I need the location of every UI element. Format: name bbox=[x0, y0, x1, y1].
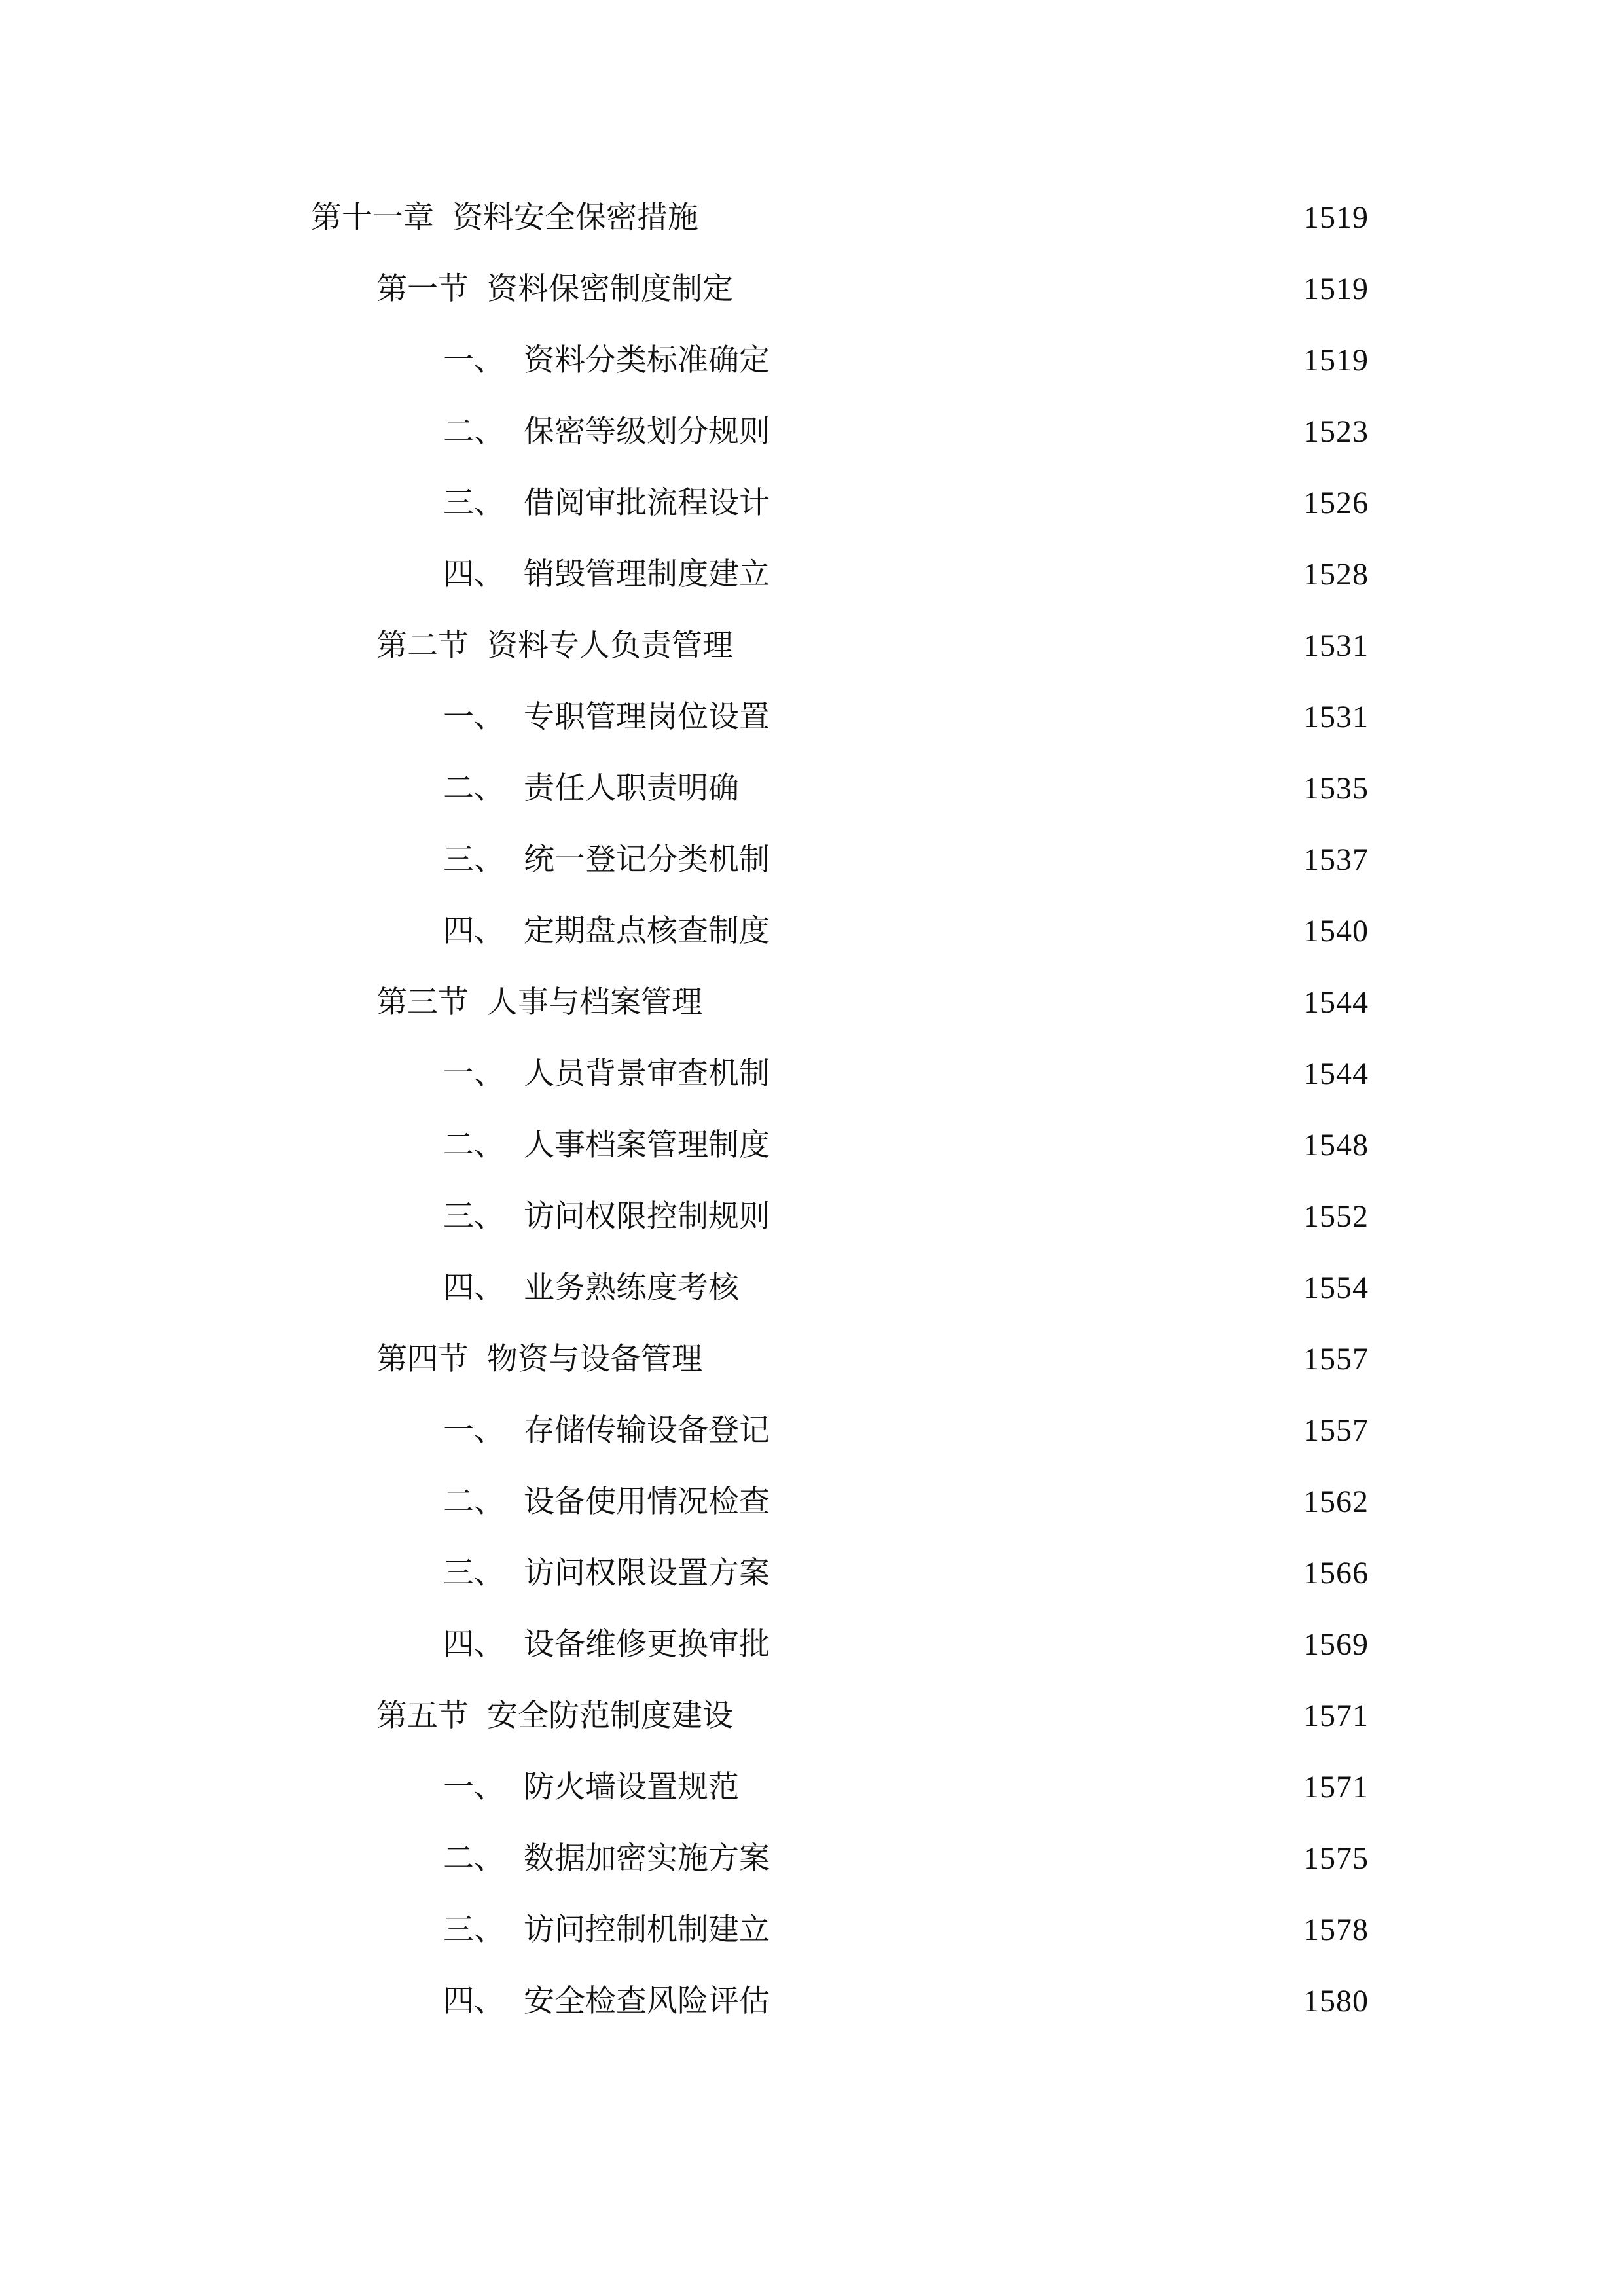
item-title: 人员背景审查机制 bbox=[524, 1056, 770, 1092]
dot-leader bbox=[779, 1476, 1297, 1528]
section-title: 物资与设备管理 bbox=[487, 1341, 702, 1377]
toc-item[interactable] bbox=[443, 477, 1369, 529]
item-title: 责任人职责明确 bbox=[524, 770, 739, 806]
item-title: 人事档案管理制度 bbox=[524, 1127, 770, 1163]
item-number: 四、 bbox=[443, 556, 505, 592]
item-number: 一、 bbox=[443, 1769, 505, 1805]
page-number: 1531 bbox=[1303, 628, 1369, 663]
item-number: 三、 bbox=[443, 485, 505, 521]
dot-leader bbox=[712, 1333, 1297, 1386]
section-number: 第三节 bbox=[376, 984, 469, 1020]
page-number: 1544 bbox=[1303, 1056, 1369, 1091]
toc-item[interactable] bbox=[443, 1405, 1369, 1457]
page-number: 1552 bbox=[1303, 1199, 1369, 1234]
dot-leader bbox=[779, 691, 1297, 744]
item-number: 一、 bbox=[443, 342, 505, 378]
page-number: 1580 bbox=[1303, 1984, 1369, 2018]
page-number: 1519 bbox=[1303, 200, 1369, 235]
page-number: 1562 bbox=[1303, 1484, 1369, 1519]
dot-leader bbox=[748, 1262, 1297, 1314]
page-number: 1531 bbox=[1303, 700, 1369, 734]
page-number: 1575 bbox=[1303, 1841, 1369, 1876]
section-number: 第一节 bbox=[376, 271, 469, 307]
page-number: 1537 bbox=[1303, 842, 1369, 877]
item-title: 专职管理岗位设置 bbox=[524, 699, 770, 735]
toc-item[interactable] bbox=[443, 406, 1369, 458]
item-title: 数据加密实施方案 bbox=[524, 1840, 770, 1876]
page-number: 1535 bbox=[1303, 771, 1369, 806]
item-number: 二、 bbox=[443, 1840, 505, 1876]
page-number: 1523 bbox=[1303, 414, 1369, 449]
toc-item[interactable] bbox=[443, 762, 1369, 815]
section-title: 人事与档案管理 bbox=[487, 984, 702, 1020]
dot-leader bbox=[748, 762, 1297, 815]
dot-leader bbox=[779, 406, 1297, 458]
dot-leader bbox=[742, 620, 1297, 672]
item-title: 访问控制机制建立 bbox=[524, 1912, 770, 1948]
dot-leader bbox=[742, 1690, 1297, 1742]
toc-section[interactable] bbox=[376, 620, 1369, 672]
toc-item[interactable] bbox=[443, 1119, 1369, 1172]
section-title: 资料保密制度制定 bbox=[487, 271, 733, 307]
toc-item[interactable] bbox=[443, 1761, 1369, 1814]
dot-leader bbox=[779, 1405, 1297, 1457]
page-number: 1578 bbox=[1303, 1912, 1369, 1947]
dot-leader bbox=[779, 1619, 1297, 1671]
toc-item[interactable] bbox=[443, 1262, 1369, 1314]
item-number: 四、 bbox=[443, 913, 505, 949]
dot-leader bbox=[779, 548, 1297, 601]
dot-leader bbox=[779, 334, 1297, 387]
dot-leader bbox=[708, 192, 1297, 244]
item-number: 二、 bbox=[443, 1127, 505, 1163]
toc-item[interactable] bbox=[443, 834, 1369, 886]
toc-item[interactable] bbox=[443, 1547, 1369, 1600]
dot-leader bbox=[779, 1119, 1297, 1172]
toc-item[interactable] bbox=[443, 1191, 1369, 1243]
toc-item[interactable] bbox=[443, 1048, 1369, 1100]
page-number: 1571 bbox=[1303, 1698, 1369, 1733]
page-number: 1548 bbox=[1303, 1128, 1369, 1162]
item-number: 二、 bbox=[443, 1484, 505, 1520]
item-number: 一、 bbox=[443, 699, 505, 735]
chapter-number: 第十一章 bbox=[311, 200, 434, 236]
toc-item[interactable] bbox=[443, 334, 1369, 387]
dot-leader bbox=[779, 1547, 1297, 1600]
item-title: 设备使用情况检查 bbox=[524, 1484, 770, 1520]
item-number: 二、 bbox=[443, 770, 505, 806]
item-number: 三、 bbox=[443, 842, 505, 878]
item-title: 存储传输设备登记 bbox=[524, 1412, 770, 1448]
item-number: 三、 bbox=[443, 1912, 505, 1948]
toc-section[interactable] bbox=[376, 1333, 1369, 1386]
item-title: 资料分类标准确定 bbox=[524, 342, 770, 378]
item-title: 设备维修更换审批 bbox=[524, 1626, 770, 1662]
item-number: 一、 bbox=[443, 1056, 505, 1092]
dot-leader bbox=[779, 1904, 1297, 1956]
toc-item[interactable] bbox=[443, 691, 1369, 744]
item-title: 防火墙设置规范 bbox=[524, 1769, 739, 1805]
toc-section[interactable] bbox=[376, 263, 1369, 315]
item-title: 统一登记分类机制 bbox=[524, 842, 770, 878]
item-number: 一、 bbox=[443, 1412, 505, 1448]
dot-leader bbox=[742, 263, 1297, 315]
toc-item[interactable] bbox=[443, 1619, 1369, 1671]
toc-section[interactable] bbox=[376, 1690, 1369, 1742]
item-number: 三、 bbox=[443, 1198, 505, 1234]
item-title: 销毁管理制度建立 bbox=[524, 556, 770, 592]
section-title: 安全防范制度建设 bbox=[487, 1698, 733, 1734]
chapter-label bbox=[311, 192, 698, 244]
section-title: 资料专人负责管理 bbox=[487, 628, 733, 664]
dot-leader bbox=[779, 1191, 1297, 1243]
page-number: 1571 bbox=[1303, 1770, 1369, 1804]
item-title: 业务熟练度考核 bbox=[524, 1270, 739, 1306]
item-number: 四、 bbox=[443, 1626, 505, 1662]
section-number: 第五节 bbox=[376, 1698, 469, 1734]
dot-leader bbox=[779, 1048, 1297, 1100]
dot-leader bbox=[779, 1975, 1297, 2028]
dot-leader bbox=[779, 905, 1297, 958]
page-number: 1557 bbox=[1303, 1342, 1369, 1376]
item-number: 三、 bbox=[443, 1555, 505, 1591]
section-number: 第二节 bbox=[376, 628, 469, 664]
toc-chapter[interactable] bbox=[311, 192, 1369, 244]
page-number: 1557 bbox=[1303, 1413, 1369, 1448]
chapter-title: 资料安全保密措施 bbox=[452, 200, 698, 236]
item-number: 四、 bbox=[443, 1270, 505, 1306]
toc-item[interactable] bbox=[443, 548, 1369, 601]
item-number: 二、 bbox=[443, 414, 505, 450]
section-number: 第四节 bbox=[376, 1341, 469, 1377]
toc-section[interactable] bbox=[376, 977, 1369, 1029]
item-title: 定期盘点核查制度 bbox=[524, 913, 770, 949]
page-number: 1569 bbox=[1303, 1627, 1369, 1662]
toc-item[interactable] bbox=[443, 1975, 1369, 2028]
page-number: 1544 bbox=[1303, 985, 1369, 1020]
toc-item[interactable] bbox=[443, 1833, 1369, 1885]
item-title: 安全检查风险评估 bbox=[524, 1983, 770, 2019]
dot-leader bbox=[779, 834, 1297, 886]
item-title: 访问权限控制规则 bbox=[524, 1198, 770, 1234]
toc-item[interactable] bbox=[443, 1904, 1369, 1956]
page-number: 1554 bbox=[1303, 1270, 1369, 1305]
page-number: 1519 bbox=[1303, 272, 1369, 306]
item-number: 四、 bbox=[443, 1983, 505, 2019]
dot-leader bbox=[779, 477, 1297, 529]
dot-leader bbox=[712, 977, 1297, 1029]
item-title: 访问权限设置方案 bbox=[524, 1555, 770, 1591]
dot-leader bbox=[748, 1761, 1297, 1814]
page-number: 1540 bbox=[1303, 914, 1369, 948]
toc-item[interactable] bbox=[443, 905, 1369, 958]
dot-leader bbox=[779, 1833, 1297, 1885]
page-number: 1519 bbox=[1303, 343, 1369, 378]
page-number: 1526 bbox=[1303, 486, 1369, 520]
item-title: 借阅审批流程设计 bbox=[524, 485, 770, 521]
toc-item[interactable] bbox=[443, 1476, 1369, 1528]
page-number: 1566 bbox=[1303, 1556, 1369, 1590]
item-title: 保密等级划分规则 bbox=[524, 414, 770, 450]
page-number: 1528 bbox=[1303, 557, 1369, 592]
